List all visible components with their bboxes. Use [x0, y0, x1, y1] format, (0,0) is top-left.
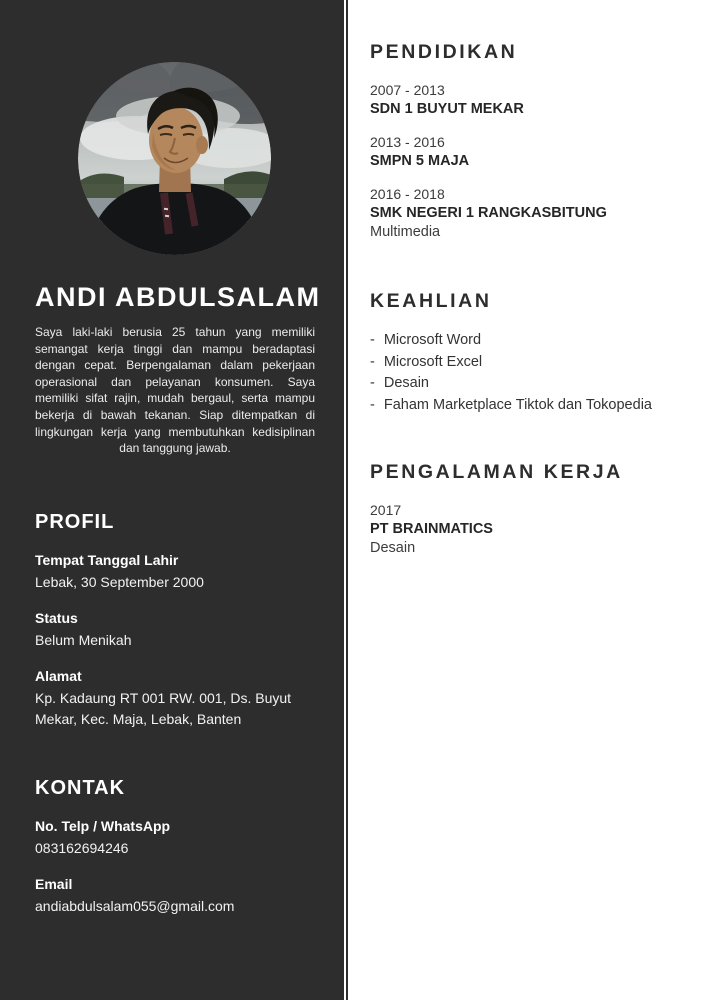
- summary-text: Saya laki-laki berusia 25 tahun yang memiliki semangat kerja tinggi dan mampu beradaptasi dengan cepat. Berpengalaman dalam pekerjaan operasional dan pelayanan konsumen. Saya memiliki sifat rajin, mudah bergaul, serta mampu bekerja di bawah tekanan. Siap ditempatkan di lingkungan kerja yang membutuhkan kedisiplinan dan tanggung jawab.: [35, 325, 315, 456]
- kontak-item-email: [35, 874, 313, 917]
- education-entry: [370, 81, 687, 119]
- profil-item-birth: [35, 550, 313, 593]
- education-entry: [370, 185, 687, 242]
- profil-heading: PROFIL: [35, 510, 115, 533]
- experience-role: Desain: [370, 540, 416, 556]
- field-label: No. Telp / WhatsApp: [35, 817, 171, 834]
- pendidikan-heading: PENDIDIKAN: [370, 41, 518, 63]
- skill-item: [370, 352, 687, 374]
- field-label: Tempat Tanggal Lahir: [35, 551, 179, 568]
- education-entry: [370, 133, 687, 171]
- experience-period: 2017: [370, 502, 402, 518]
- kontak-item-phone: [35, 816, 313, 859]
- keahlian-heading: KEAHLIAN: [370, 290, 492, 312]
- skill-item: [370, 395, 687, 417]
- bullet-dash: -: [370, 375, 375, 391]
- skill-label: Microsoft Word: [383, 332, 482, 348]
- education-period: 2007 - 2013: [370, 82, 445, 98]
- main-content: [348, 0, 707, 558]
- sidebar: [0, 0, 344, 1000]
- kontak-section: [35, 777, 313, 917]
- keahlian-section: [370, 290, 687, 416]
- education-school: SDN 1 BUYUT MEKAR: [370, 101, 524, 117]
- education-school: SMPN 5 MAJA: [370, 153, 470, 169]
- profil-item-address: [35, 666, 313, 730]
- skill-item: [370, 373, 687, 395]
- bullet-dash: -: [370, 396, 375, 413]
- skill-label: Microsoft Excel: [383, 353, 483, 370]
- field-label: Status: [35, 609, 78, 626]
- field-value: Belum Menikah: [35, 631, 132, 648]
- field-value: Lebak, 30 September 2000: [35, 573, 204, 590]
- field-label: Alamat: [35, 667, 82, 684]
- education-school: SMK NEGERI 1 RANGKASBITUNG: [370, 205, 607, 221]
- email-address: andiabdulsalam055@gmail.com: [35, 897, 235, 914]
- skill-label: Faham Marketplace Tiktok dan Tokopedia: [383, 396, 652, 413]
- pengalaman-section: [370, 461, 687, 558]
- skill-label: Desain: [383, 375, 429, 391]
- kontak-heading: KONTAK: [35, 776, 126, 799]
- bullet-dash: -: [370, 332, 375, 348]
- pengalaman-heading: PENGALAMAN KERJA: [370, 461, 623, 483]
- field-value: Kp. Kadaung RT 001 RW. 001, Ds. Buyut Mekar, Kec. Maja, Lebak, Banten: [35, 689, 292, 727]
- experience-entry: [370, 501, 687, 558]
- skill-item: [370, 330, 687, 352]
- skill-list: [370, 330, 687, 416]
- profile-photo-image: [78, 62, 271, 255]
- bullet-dash: -: [370, 353, 375, 370]
- field-label: Email: [35, 875, 73, 892]
- pendidikan-section: [370, 41, 687, 242]
- person-name: ANDI ABDULSALAM: [35, 282, 321, 312]
- education-period: 2016 - 2018: [370, 186, 445, 202]
- profile-photo: [78, 62, 271, 255]
- phone-number: 083162694246: [35, 839, 129, 856]
- profil-section: [35, 511, 313, 730]
- profil-item-status: [35, 608, 313, 651]
- experience-company: PT BRAINMATICS: [370, 521, 493, 537]
- education-period: 2013 - 2016: [370, 134, 445, 150]
- education-major: Multimedia: [370, 224, 441, 240]
